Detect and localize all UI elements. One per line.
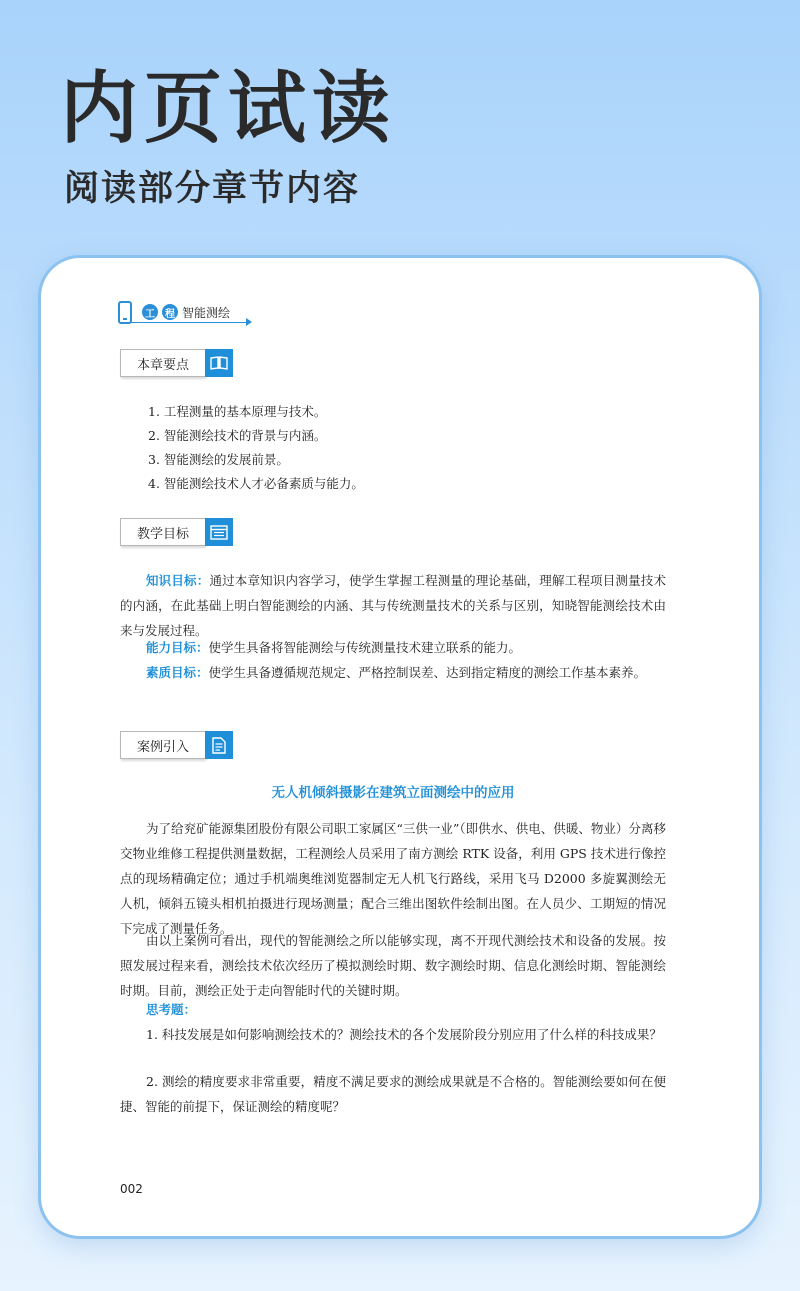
page-number: 002 (120, 1182, 143, 1196)
question-item: 2. 测绘的精度要求非常重要，精度不满足要求的测绘成果就是不合格的。智能测绘要如何在便捷、智能的前提下，保证测绘的精度呢？ (120, 1074, 666, 1114)
objective-knowledge (120, 568, 666, 643)
badge-cheng: 程 (162, 304, 178, 320)
running-head-rule (122, 322, 250, 323)
objective-text: 通过本章知识内容学习，使学生掌握工程测量的理论基础，理解工程项目测量技术的内涵，在此基础上明白智能测绘的内涵、其与传统测量技术的关系与区别，知晓智能测绘技术由来与发展过程。 (120, 573, 666, 638)
objective-ability (120, 635, 666, 660)
objective-text: 使学生具备将智能测绘与传统测量技术建立联系的能力。 (208, 640, 522, 655)
key-points-list (148, 400, 364, 496)
objective-label: 能力目标： (146, 640, 209, 655)
hero-title: 内页试读 (60, 64, 397, 154)
book-icon (205, 349, 233, 377)
case-title: 无人机倾斜摄影在建筑立面测绘中的应用 (271, 785, 515, 801)
document-edit-icon (205, 731, 233, 759)
section-label: 教学目标 (120, 518, 205, 546)
list-item: 2. 智能测绘技术的背景与内涵。 (148, 428, 327, 443)
list-item: 1. 工程测量的基本原理与技术。 (148, 404, 327, 419)
arrow-right-icon (246, 318, 252, 326)
section-label: 本章要点 (120, 349, 205, 377)
section-label: 案例引入 (120, 731, 205, 759)
objective-label: 知识目标： (146, 573, 210, 588)
objective-quality (120, 660, 666, 685)
objective-label: 素质目标： (146, 665, 209, 680)
question-item: 1. 科技发展是如何影响测绘技术的？测绘技术的各个发展阶段分别应用了什么样的科技成果？ (146, 1027, 662, 1042)
running-head-title: 智能测绘 (182, 305, 231, 320)
think-heading: 思考题： (146, 1002, 197, 1017)
section-tag-key-points (120, 349, 233, 377)
hero-subtitle: 阅读部分章节内容 (64, 169, 361, 209)
section-tag-case (120, 731, 233, 759)
web-page-icon (205, 518, 233, 546)
list-item: 4. 智能测绘技术人才必备素质与能力。 (148, 476, 364, 491)
section-tag-objectives (120, 518, 233, 546)
phone-icon (118, 301, 132, 324)
case-paragraph: 由以上案例可看出，现代的智能测绘之所以能够实现，离不开现代测绘技术和设备的发展。按照发展过程来看，测绘技术依次经历了模拟测绘时期、数字测绘时期、信息化测绘时期、智能测绘时期。目前，测绘正处于走向智能时代的关键时期。 (120, 933, 666, 998)
badge-gong: 工 (142, 304, 158, 320)
list-item: 3. 智能测绘的发展前景。 (148, 452, 289, 467)
case-paragraph: 为了给兖矿能源集团股份有限公司职工家属区“三供一业”（即供水、供电、供暖、物业）分离移交物业维修工程提供测量数据，工程测绘人员采用了南方测绘 RTK 设备，利用 GPS 技术进行像控点的现场精确定位；通过手机端奥维浏览器制定无人机飞行路线，采用飞马 D2000 多旋翼测绘无人机，倾斜五镜头相机拍摄进行现场测量；配合三维出图软件绘制出图。在人员少、工期短的情况下完成了测量任务。 (120, 821, 666, 936)
objective-text: 使学生具备遵循规范规定、严格控制误差、达到指定精度的测绘工作基本素养。 (208, 665, 647, 680)
